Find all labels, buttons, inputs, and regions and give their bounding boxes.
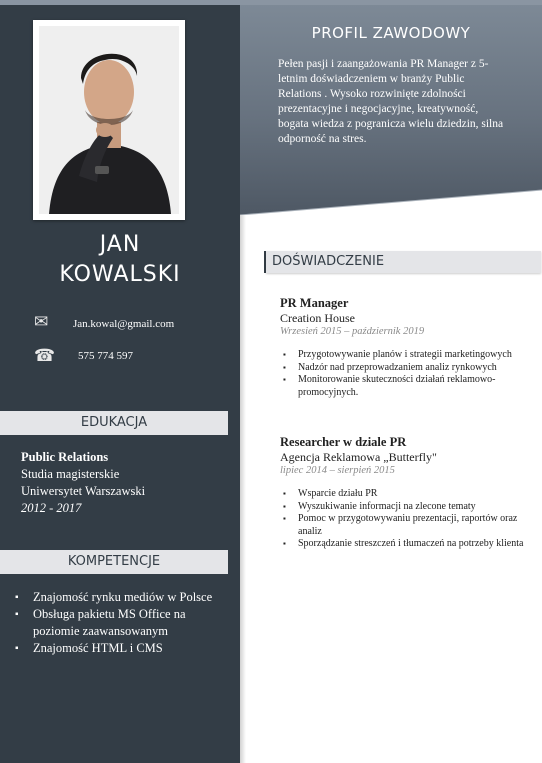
job-duty: ▪ Wyszukiwanie informacji na zlecone tematy [280, 501, 525, 514]
email-text: Jan.kowal@gmail.com [73, 318, 175, 330]
job-entry [280, 296, 525, 399]
job-duty: ▪ Wsparcie działu PR [280, 488, 525, 501]
top-strip [0, 0, 542, 5]
experience-heading: DOŚWIADCZENIE [266, 251, 541, 273]
competency-item: ▪ Znajomość HTML i CMS [15, 640, 225, 657]
education-field: Public Relations [21, 450, 109, 464]
education-school: Uniwersytet Warszawski [21, 484, 146, 498]
competencies-list [15, 589, 225, 657]
competency-item: ▪ Znajomość rynku mediów w Polsce [15, 589, 225, 606]
job-dates: lipiec 2014 – sierpień 2015 [280, 465, 395, 476]
education-block [21, 449, 145, 517]
job-dates: Wrzesień 2015 – październik 2019 [280, 326, 425, 337]
job-title: PR Manager [280, 296, 349, 310]
name-first: JAN [99, 232, 141, 257]
job-duties [280, 349, 525, 399]
job-company: Agencja Reklamowa „Butterfly" [280, 450, 437, 464]
job-title: Researcher w dziale PR [280, 435, 407, 449]
job-duty: ▪ Nadzór nad przeprowadzaniem analiz rynkowych [280, 362, 525, 375]
job-entry [280, 435, 525, 551]
profile-heading: PROFIL ZAWODOWY [311, 24, 471, 42]
profile-photo-illustration [39, 26, 179, 214]
competency-item: ▪ Obsługa pakietu MS Office na poziomie zaawansowanym [15, 606, 225, 640]
education-heading: EDUKACJA [0, 411, 228, 435]
job-duty: ▪ Sporządzanie streszczeń i tłumaczeń na potrzeby klienta [280, 538, 525, 551]
job-duty: ▪ Przygotowywanie planów i strategii marketingowych [280, 349, 525, 362]
job-duty: ▪ Monitorowanie skuteczności działań reklamowo-promocyjnych. [280, 374, 525, 399]
job-duty: ▪ Pomoc w przygotowywaniu prezentacji, raportów oraz analiz [280, 513, 525, 538]
profile-photo [39, 26, 179, 214]
phone-icon: ☎ [34, 346, 56, 366]
education-degree: Studia magisterskie [21, 467, 120, 481]
profile-text: Pełen pasji i zaangażowania PR Manager z 5-letnim doświadczeniem w branży Public Relations . Wysoko rozwinięte zdolności prezentacyjne i negocjacyjne, kreatywność, bogata wiedza z pogranicza wielu dziedzin, silna odporność na stres. [278, 58, 504, 145]
envelope-icon: ✉ [34, 312, 49, 332]
phone-text: 575 774 597 [78, 350, 133, 362]
job-duties [280, 488, 525, 551]
competencies-heading: KOMPETENCJE [0, 550, 228, 574]
profile-photo-frame [33, 20, 185, 220]
job-company: Creation House [280, 311, 355, 325]
name-last: KOWALSKI [59, 262, 181, 287]
education-years: 2012 - 2017 [21, 501, 82, 515]
